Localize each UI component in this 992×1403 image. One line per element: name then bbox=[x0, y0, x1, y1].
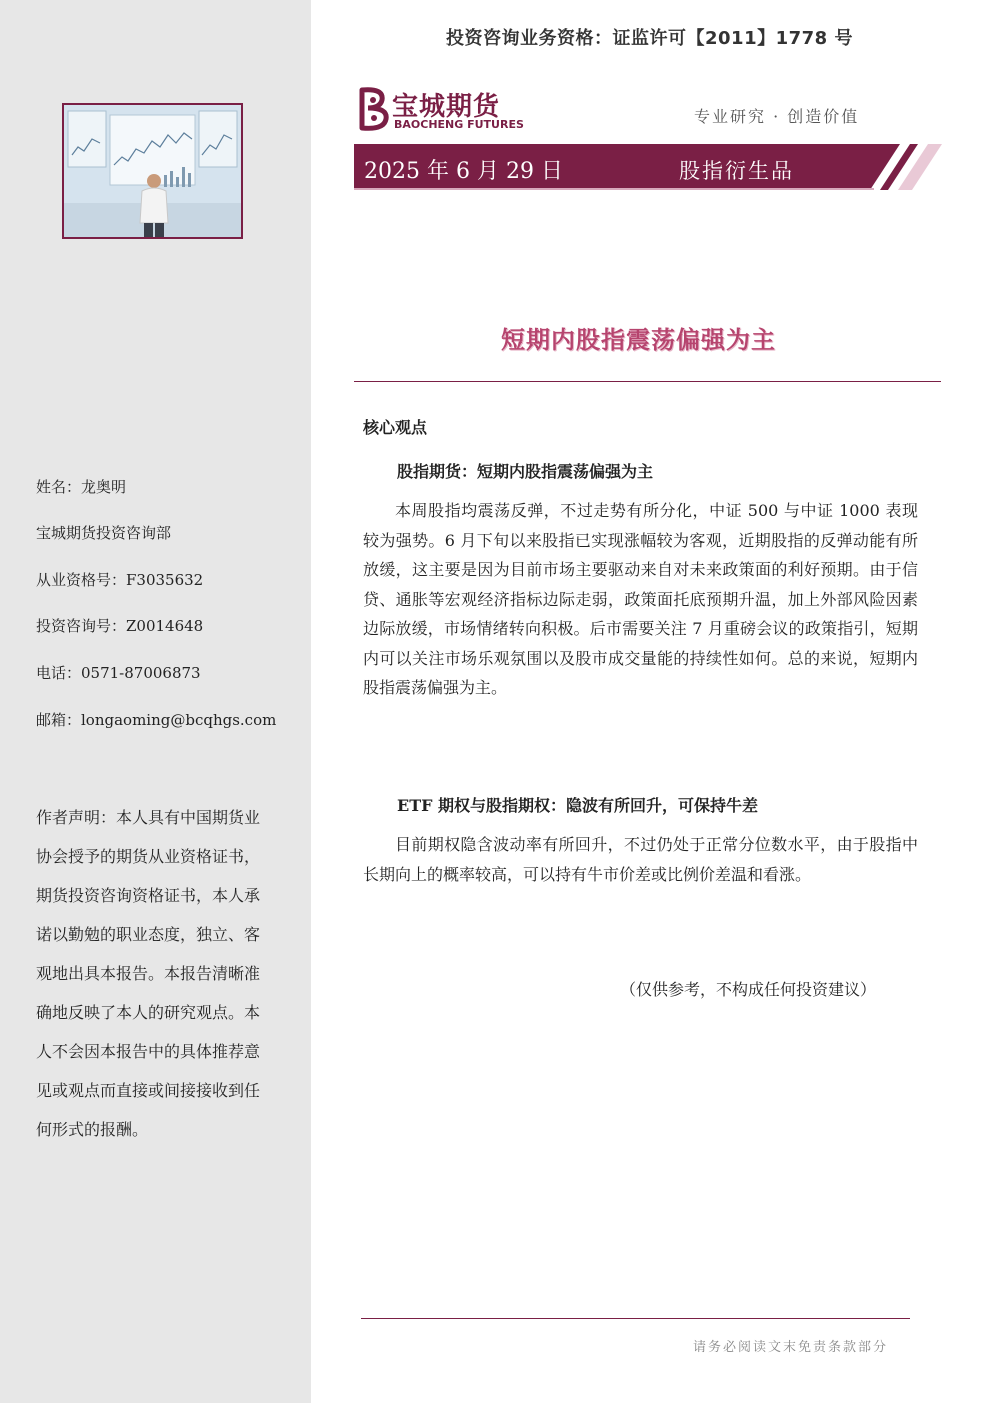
qualification-number: 从业资格号：F3035632 bbox=[36, 571, 204, 589]
section-heading: 股指期货：短期内股指震荡偏强为主 bbox=[397, 462, 654, 481]
hero-image bbox=[62, 103, 243, 239]
department: 宝城期货投资咨询部 bbox=[36, 524, 172, 542]
author-statement: 作者声明：本人具有中国期货业协会授予的期货从业资格证书，期货投资咨询资格证书，本人承诺以勤勉的职业态度，独立、客观地出具本报告。本报告清晰准确地反映了本人的研究观点。本人不会因本报告中的具体推荐意见或观点而直接或间接接收到任何形式的报酬。 bbox=[36, 808, 261, 1139]
slogan: 专业研究 · 创造价值 bbox=[694, 107, 860, 126]
email: 邮箱：longaoming@bcqhgs.com bbox=[36, 711, 277, 729]
analyst-screens-illustration bbox=[64, 105, 241, 237]
section-body: 目前期权隐含波动率有所回升，不过仍处于正常分位数水平，由于股指中长期向上的概率较高，可以持有牛市价差或比例价差温和看涨。 bbox=[363, 835, 918, 884]
consulting-number: 投资咨询号：Z0014648 bbox=[36, 617, 204, 635]
company-logo-icon bbox=[356, 86, 392, 132]
sidebar bbox=[0, 0, 311, 1403]
report-date: 2025 年 6 月 29 日 bbox=[364, 159, 563, 184]
report-title: 短期内股指震荡偏强为主 bbox=[501, 325, 776, 354]
company-name-en: BAOCHENG FUTURES bbox=[394, 118, 524, 131]
license-line: 投资咨询业务资格：证监许可【2011】1778 号 bbox=[446, 28, 853, 49]
report-category: 股指衍生品 bbox=[679, 159, 794, 183]
section-heading: ETF 期权与股指期权：隐波有所回升，可保持牛差 bbox=[397, 796, 759, 815]
footer-note: 请务必阅读文末免责条款部分 bbox=[693, 1340, 889, 1355]
footer-divider bbox=[361, 1318, 910, 1319]
disclaimer: （仅供参考，不构成任何投资建议） bbox=[620, 980, 877, 999]
core-heading: 核心观点 bbox=[363, 418, 428, 437]
section-body: 本周股指均震荡反弹，不过走势有所分化，中证 500 与中证 1000 表现较为强势。6 月下旬以来股指已实现涨幅较为客观，近期股指的反弹动能有所放缓，这主要是因为目前市场主要驱动来自对未来政策面的利好预期。由于信贷、通胀等宏观经济指标边际走弱，政策面托底预期升温，加上外部风险因素边际放缓，市场情绪转向积极。后市需要关注 7 月重磅会议的政策指引，短期内可以关注市场乐观氛围以及股市成交量能的持续性如何。总的来说，短期内股指震荡偏强为主。 bbox=[363, 501, 918, 697]
title-divider bbox=[354, 381, 941, 382]
company-name-cn: 宝城期货 bbox=[392, 92, 501, 122]
phone: 电话：0571-87006873 bbox=[36, 664, 201, 682]
author-name: 姓名：龙奥明 bbox=[36, 478, 127, 496]
